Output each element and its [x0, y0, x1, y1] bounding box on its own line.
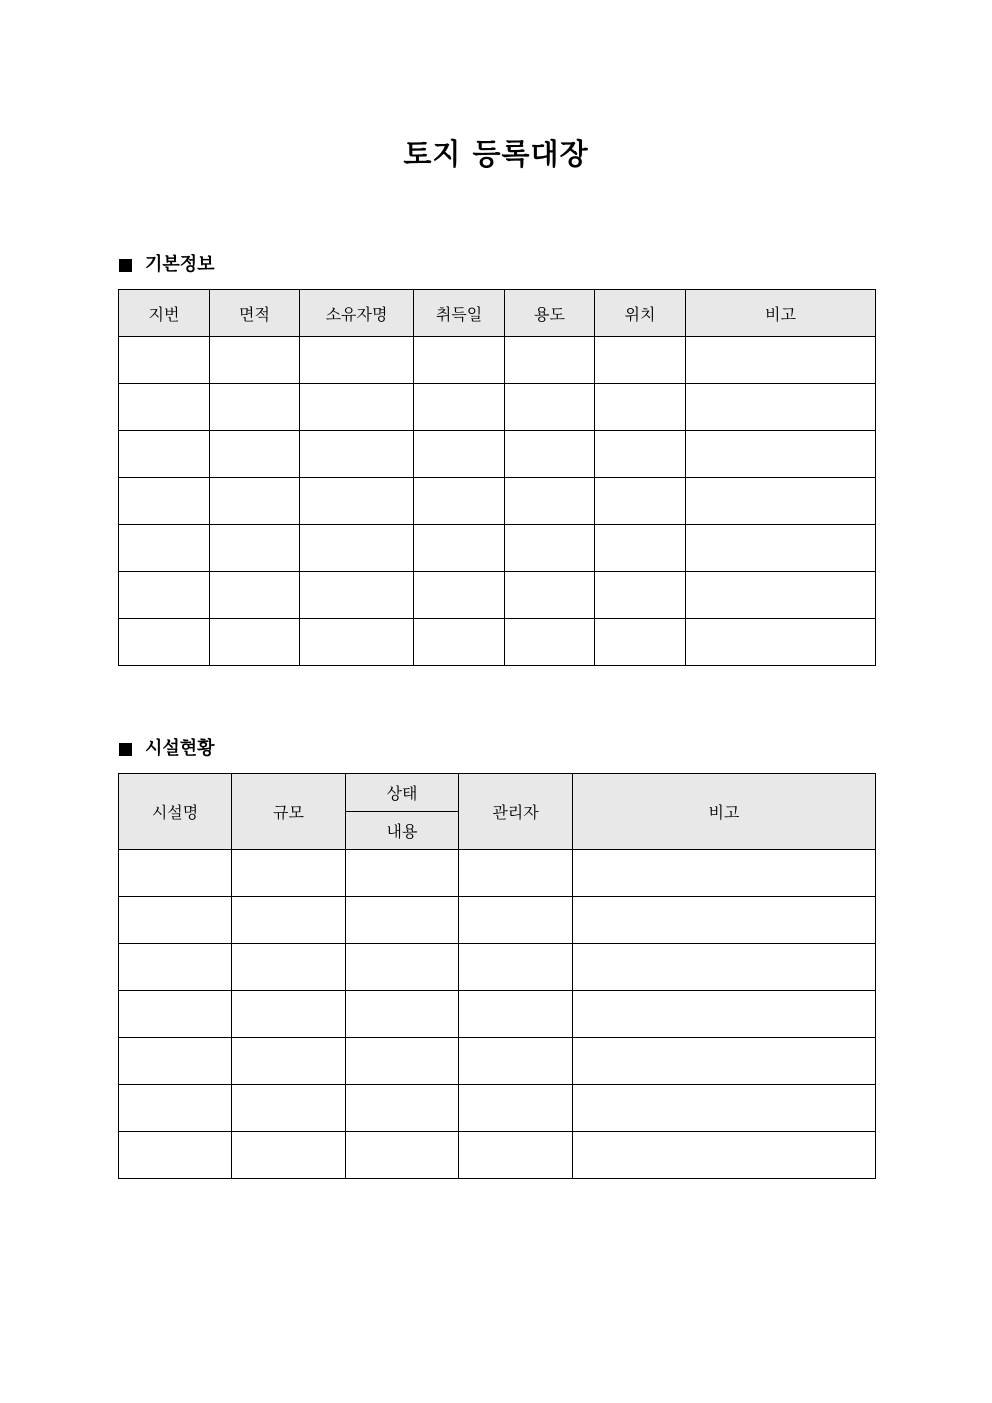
table-cell[interactable] [346, 1132, 459, 1179]
table-cell[interactable] [346, 1085, 459, 1132]
table-row [119, 572, 876, 619]
table-cell[interactable] [119, 897, 232, 944]
table-cell[interactable] [210, 619, 300, 666]
table-cell[interactable] [573, 897, 876, 944]
table-row [119, 897, 876, 944]
table-cell[interactable] [573, 991, 876, 1038]
table-cell[interactable] [119, 478, 210, 525]
column-header-acquisition-date: 취득일 [414, 290, 505, 337]
table-cell[interactable] [119, 850, 232, 897]
table-cell[interactable] [119, 384, 210, 431]
page-title: 토지 등록대장 [403, 137, 589, 171]
table-cell[interactable] [573, 944, 876, 991]
table-cell[interactable] [459, 991, 573, 1038]
table-row [119, 431, 876, 478]
table-cell[interactable] [232, 1038, 346, 1085]
land-info-table [118, 289, 876, 666]
table-cell[interactable] [119, 991, 232, 1038]
table-row [119, 991, 876, 1038]
table-cell[interactable] [573, 850, 876, 897]
table-cell[interactable] [595, 619, 686, 666]
table-cell[interactable] [573, 1085, 876, 1132]
table-cell[interactable] [232, 1085, 346, 1132]
section-title-facilities: 시설현황 [145, 738, 215, 759]
table-cell[interactable] [300, 525, 414, 572]
table-cell[interactable] [300, 431, 414, 478]
table-cell[interactable] [119, 1132, 232, 1179]
table-cell[interactable] [414, 619, 505, 666]
table-cell[interactable] [414, 384, 505, 431]
table-cell[interactable] [414, 337, 505, 384]
column-header-remarks: 비고 [686, 290, 876, 337]
table-header-row [119, 290, 876, 337]
table-cell[interactable] [686, 525, 876, 572]
table-cell[interactable] [505, 431, 595, 478]
table-cell[interactable] [300, 572, 414, 619]
table-cell[interactable] [300, 337, 414, 384]
table-cell[interactable] [505, 619, 595, 666]
column-header-manager: 관리자 [459, 774, 573, 850]
table-row [119, 619, 876, 666]
table-row [119, 850, 876, 897]
column-header-usage: 용도 [505, 290, 595, 337]
table-cell[interactable] [573, 1132, 876, 1179]
table-cell[interactable] [459, 897, 573, 944]
square-bullet-icon [119, 259, 132, 272]
section-title-basic-info: 기본정보 [145, 254, 215, 275]
table-cell[interactable] [300, 478, 414, 525]
column-header-scale: 규모 [232, 774, 346, 850]
table-cell[interactable] [459, 1038, 573, 1085]
table-cell[interactable] [300, 619, 414, 666]
table-row [119, 384, 876, 431]
column-header-remarks: 비고 [573, 774, 876, 850]
column-header-lot-number: 지번 [119, 290, 210, 337]
table-cell[interactable] [119, 1085, 232, 1132]
table-cell[interactable] [505, 572, 595, 619]
table-row [119, 1132, 876, 1179]
table-row [119, 337, 876, 384]
table-cell[interactable] [595, 478, 686, 525]
table-cell[interactable] [210, 525, 300, 572]
table-cell[interactable] [210, 431, 300, 478]
table-cell[interactable] [346, 897, 459, 944]
square-bullet-icon [119, 743, 132, 756]
table-cell[interactable] [346, 944, 459, 991]
table-cell[interactable] [505, 478, 595, 525]
column-header-status: 상태 [346, 774, 459, 812]
table-cell[interactable] [119, 337, 210, 384]
table-row [119, 478, 876, 525]
table-cell[interactable] [346, 850, 459, 897]
table-cell[interactable] [459, 850, 573, 897]
table-cell[interactable] [346, 991, 459, 1038]
table-cell[interactable] [595, 337, 686, 384]
column-header-owner-name: 소유자명 [300, 290, 414, 337]
facility-status-table [118, 773, 876, 1179]
table-cell[interactable] [119, 431, 210, 478]
table-cell[interactable] [459, 1132, 573, 1179]
table-cell[interactable] [505, 337, 595, 384]
table-cell[interactable] [459, 944, 573, 991]
section-heading-basic-info [119, 253, 215, 277]
table-cell[interactable] [595, 572, 686, 619]
table-cell[interactable] [686, 619, 876, 666]
column-header-location: 위치 [595, 290, 686, 337]
table-cell[interactable] [346, 1038, 459, 1085]
table-cell[interactable] [232, 944, 346, 991]
table-cell[interactable] [414, 525, 505, 572]
table-cell[interactable] [300, 384, 414, 431]
table-cell[interactable] [232, 1132, 346, 1179]
table-cell[interactable] [414, 572, 505, 619]
column-header-details: 내용 [346, 812, 459, 850]
table-cell[interactable] [414, 478, 505, 525]
table-header-row [119, 774, 876, 812]
table-cell[interactable] [686, 337, 876, 384]
table-row [119, 944, 876, 991]
table-cell[interactable] [210, 572, 300, 619]
table-cell[interactable] [210, 478, 300, 525]
column-header-facility-name: 시설명 [119, 774, 232, 850]
table-cell[interactable] [686, 572, 876, 619]
table-cell[interactable] [595, 384, 686, 431]
table-cell[interactable] [210, 384, 300, 431]
table-cell[interactable] [119, 525, 210, 572]
column-header-area: 면적 [210, 290, 300, 337]
table-cell[interactable] [573, 1038, 876, 1085]
table-cell[interactable] [232, 897, 346, 944]
table-cell[interactable] [505, 384, 595, 431]
table-cell[interactable] [210, 337, 300, 384]
table-cell[interactable] [686, 431, 876, 478]
table-cell[interactable] [119, 572, 210, 619]
table-cell[interactable] [505, 525, 595, 572]
table-cell[interactable] [232, 850, 346, 897]
table-row [119, 1085, 876, 1132]
table-cell[interactable] [119, 619, 210, 666]
section-heading-facilities [119, 737, 215, 761]
table-cell[interactable] [595, 431, 686, 478]
table-row [119, 525, 876, 572]
table-cell[interactable] [414, 431, 505, 478]
table-cell[interactable] [686, 478, 876, 525]
table-cell[interactable] [119, 1038, 232, 1085]
table-cell[interactable] [459, 1085, 573, 1132]
table-cell[interactable] [119, 944, 232, 991]
table-cell[interactable] [232, 991, 346, 1038]
table-cell[interactable] [686, 384, 876, 431]
table-row [119, 1038, 876, 1085]
table-cell[interactable] [595, 525, 686, 572]
